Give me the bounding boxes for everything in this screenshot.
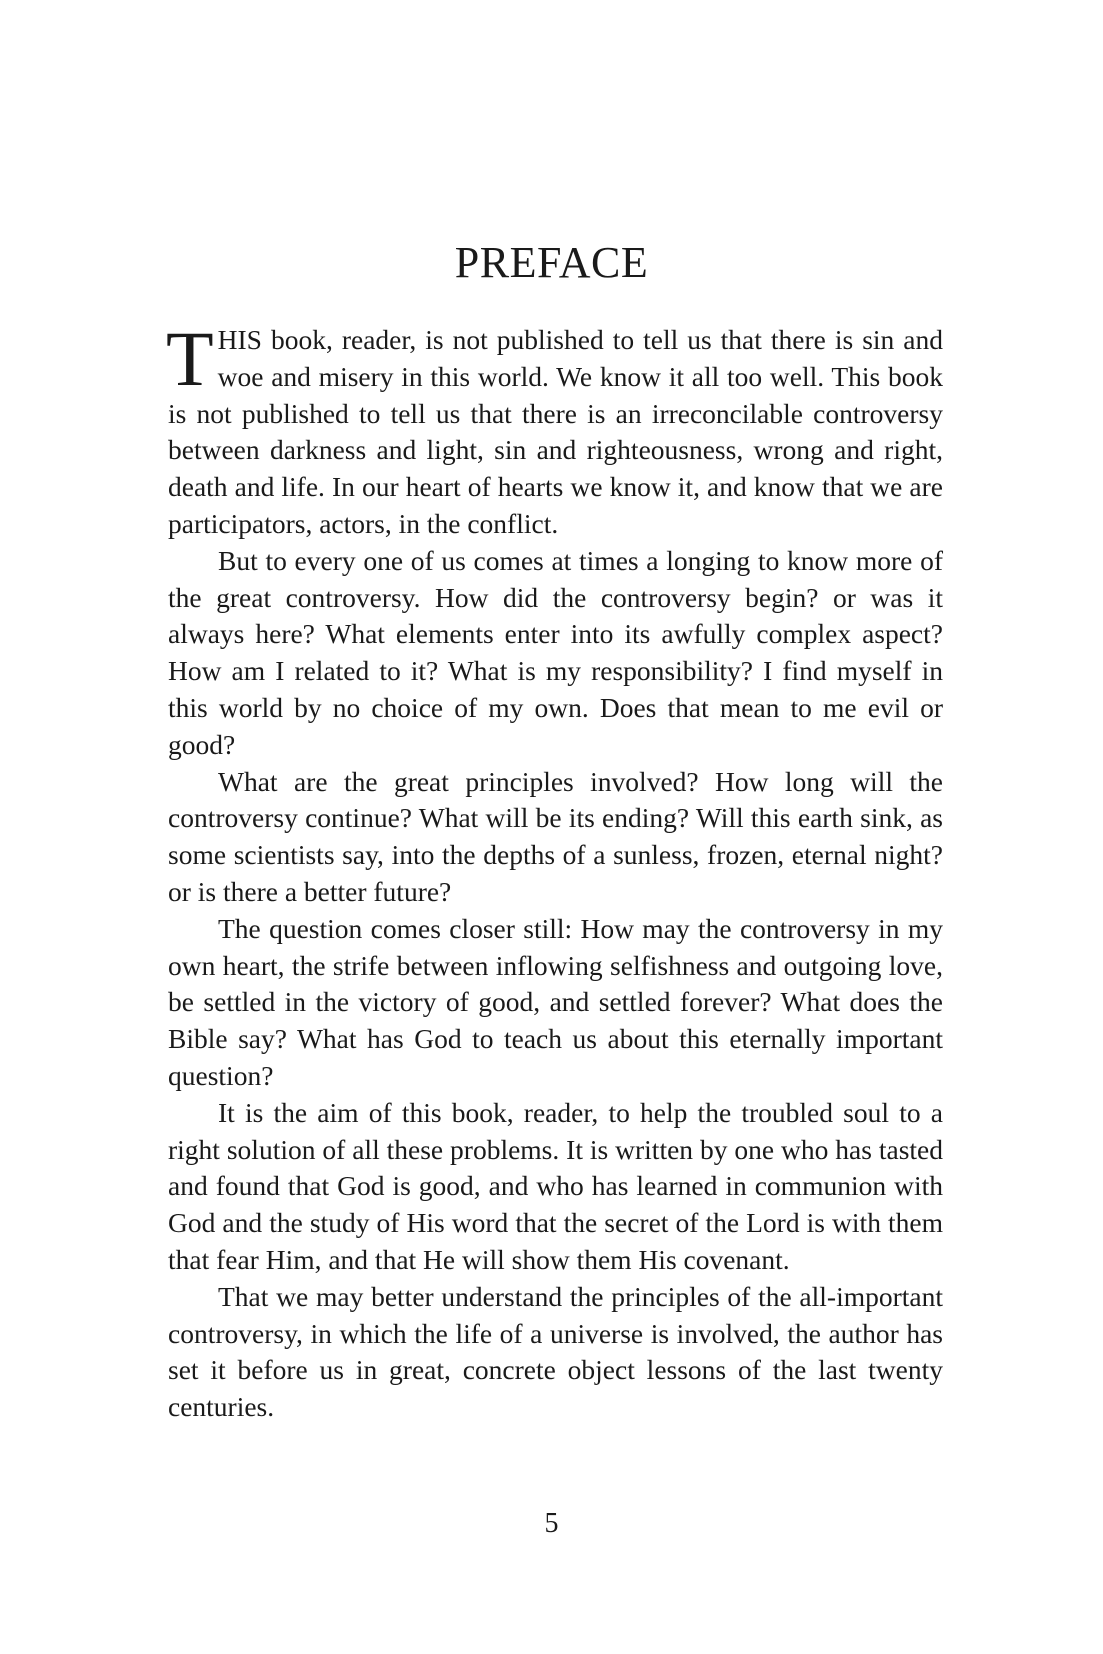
paragraph-3: What are the great principles involved? How long will the controversy continue? What will be its ending? Will this earth sink, as some scientists say, into the depths of a sunless, frozen, eternal night? or is there a better future? [168, 765, 943, 907]
page-title: PREFACE [454, 238, 649, 287]
paragraph-1-text: HIS book, reader, is not published to tell us that there is sin and woe and misery in this world. We know it all too well. This book is not published to tell us that there is an irreconcilable controversy between darkness and light, sin and righteousness, wrong and right, death and life. In our heart of hearts we know it, and know that we are participators, actors, in the conflict. [168, 324, 943, 539]
page-number: 5 [544, 1508, 559, 1539]
paragraph-1 [166, 315, 943, 543]
paragraph-2: But to every one of us comes at times a longing to know more of the great controversy. How did the controversy begin? or was it always here? What elements enter into its awfully complex aspect? How am I related to it? What is my responsibility? I find myself in this world by no choice of my own. Does that mean to me evil or good? [168, 544, 943, 760]
drop-cap: T [166, 315, 214, 402]
paragraph-5: It is the aim of this book, reader, to help the troubled soul to a right solution of all these problems. It is written by one who has tasted and found that God is good, and who has learned in communion with God and the study of His word that the secret of the Lord is with them that fear Him, and that He will show them His covenant. [168, 1096, 943, 1275]
paragraph-6: That we may better understand the principles of the all-important controversy, in which the life of a universe is involved, the author has set it before us in great, concrete object lessons of the last twenty centuries. [168, 1280, 943, 1423]
paragraph-4: The question comes closer still: How may the controversy in my own heart, the strife between inflowing selfishness and outgoing love, be settled in the victory of good, and settled forever? What does the Bible say? What has God to teach us about this eternally important question? [168, 912, 943, 1091]
preface-body [166, 315, 943, 1426]
